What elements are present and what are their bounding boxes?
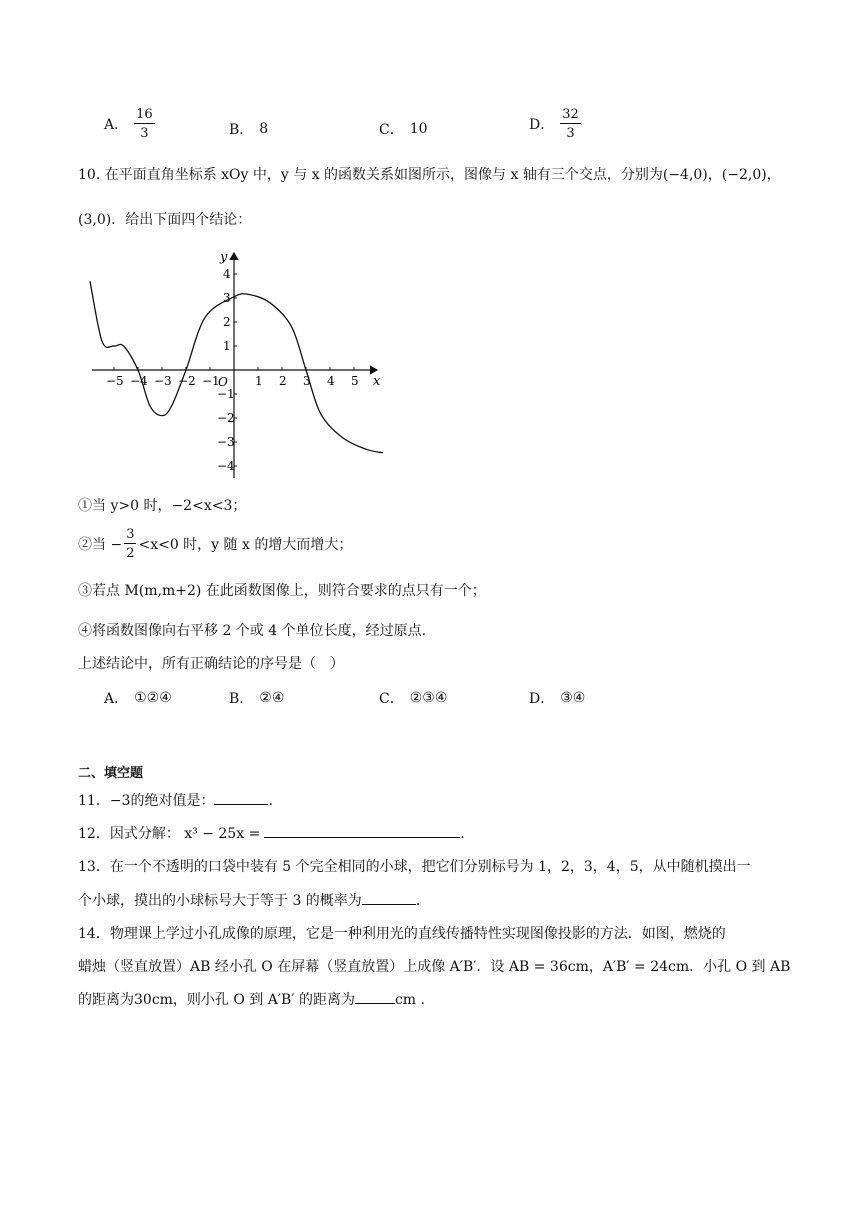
y-axis-label: y [220, 250, 228, 265]
q13-line2 [78, 890, 420, 910]
conclusion-4: ④将函数图像向右平移 2 个或 4 个单位长度，经过原点. [78, 623, 427, 639]
q14-unit: cm . [394, 992, 425, 1008]
conclusion-2 [78, 528, 352, 560]
q10-question: 上述结论中，所有正确结论的序号是（ ） [78, 656, 344, 672]
x-tick-label: −3 [154, 374, 172, 388]
fraction [124, 528, 136, 560]
y-tick-label: −2 [217, 411, 235, 425]
option-value: ③④ [560, 690, 586, 706]
x-tick-label: 1 [255, 374, 263, 388]
numerator: 3 [126, 527, 135, 542]
q13-text: 个小球，摸出的小球标号大于等于 3 的概率为 [78, 893, 362, 909]
function-curve [90, 281, 383, 453]
option-letter: B． [229, 691, 254, 707]
question-12 [78, 823, 465, 843]
y-tick-label: −1 [217, 387, 235, 401]
q10-option-a[interactable] [104, 688, 172, 708]
origin-label: O [218, 375, 228, 389]
x-tick-label: −2 [178, 374, 196, 388]
y-tick-label: 4 [223, 267, 231, 281]
q9-option-d[interactable] [529, 108, 581, 140]
q11-period: . [268, 793, 273, 809]
x-tick-label: 5 [351, 374, 359, 388]
option-value: ②④ [259, 690, 285, 706]
q14-line2: 蜡烛（竖直放置）AB 经小孔 O 在屏幕（竖直放置）上成像 A′B′．设 AB = 36cm，A′B′ = 24cm．小孔 O 到 AB [78, 959, 791, 975]
denominator: 2 [126, 546, 135, 561]
conclusion-2-prefix: ②当 − [78, 537, 123, 553]
q10-stem-line2: (3,0)．给出下面四个结论： [78, 212, 252, 228]
section-title: 二、填空题 [78, 766, 144, 781]
q14-line1: 14．物理课上学过小孔成像的原理，它是一种利用光的直线传播特性实现图像投影的方法．如图，燃烧的 [78, 926, 726, 942]
q13-line1: 13．在一个不透明的口袋中装有 5 个完全相同的小球，把它们分别标号为 1，2，3，4，5，从中随机摸出一 [78, 859, 751, 875]
conclusion-3: ③若点 M(m,m+2) 在此函数图像上，则符合要求的点只有一个； [78, 583, 486, 599]
y-tick-label: 3 [223, 291, 231, 305]
answer-blank[interactable] [355, 989, 395, 1004]
conclusion-2-suffix: <x<0 时，y 随 x 的增大而增大； [138, 537, 353, 553]
q14-line3 [78, 989, 425, 1009]
q9-option-a[interactable] [104, 108, 155, 140]
option-letter: C． [379, 691, 404, 707]
option-letter: A． [104, 117, 129, 133]
q10-option-d[interactable] [529, 688, 585, 708]
q9-option-b[interactable] [229, 119, 268, 139]
q10-option-b[interactable] [229, 688, 284, 708]
option-letter: D． [529, 691, 555, 707]
answer-blank[interactable] [214, 790, 268, 805]
answer-blank[interactable] [264, 823, 460, 838]
function-graph [70, 243, 390, 483]
q14-text: 的距离为30cm，则小孔 O 到 A′B′ 的距离为 [78, 992, 355, 1008]
option-value: 10 [409, 121, 428, 137]
y-tick-label: 2 [223, 315, 231, 329]
fraction [134, 108, 155, 140]
x-tick-label: −1 [202, 374, 220, 388]
x-tick-label: 2 [279, 374, 287, 388]
fraction [560, 108, 581, 140]
x-tick-label: 3 [303, 374, 311, 388]
numerator: 16 [136, 107, 153, 122]
answer-blank[interactable] [362, 890, 416, 905]
y-tick-label: 1 [223, 339, 231, 353]
option-value: ①②④ [134, 690, 172, 706]
y-tick-label: −4 [217, 459, 235, 473]
x-tick-label: −4 [130, 374, 148, 388]
option-letter: A． [104, 691, 129, 707]
option-letter: D． [529, 117, 555, 133]
q11-text: 11．−3的绝对值是： [78, 793, 215, 809]
q12-period: . [460, 826, 465, 842]
denominator: 3 [566, 126, 575, 141]
x-axis-label: x [373, 374, 381, 389]
x-tick-label: −5 [106, 374, 124, 388]
numerator: 32 [562, 107, 579, 122]
option-value: 8 [259, 121, 269, 137]
option-value: ②③④ [409, 690, 448, 706]
q9-option-c[interactable] [379, 119, 428, 139]
conclusion-1: ①当 y>0 时，−2<x<3； [78, 498, 247, 514]
x-tick-label: 4 [327, 374, 335, 388]
q13-period: . [415, 893, 421, 909]
option-letter: B． [229, 122, 254, 138]
question-11 [78, 790, 273, 810]
q10-stem-line1: 10. 在平面直角坐标系 xOy 中，y 与 x 的函数关系如图所示，图像与 x 轴有三个交点，分别为(−4,0)，(−2,0)， [78, 167, 781, 183]
y-tick-label: −3 [217, 435, 235, 449]
denominator: 3 [140, 126, 149, 141]
q10-option-c[interactable] [379, 688, 447, 708]
q12-text: 12．因式分解： x³ − 25x = [78, 826, 261, 842]
option-letter: C． [379, 122, 404, 138]
